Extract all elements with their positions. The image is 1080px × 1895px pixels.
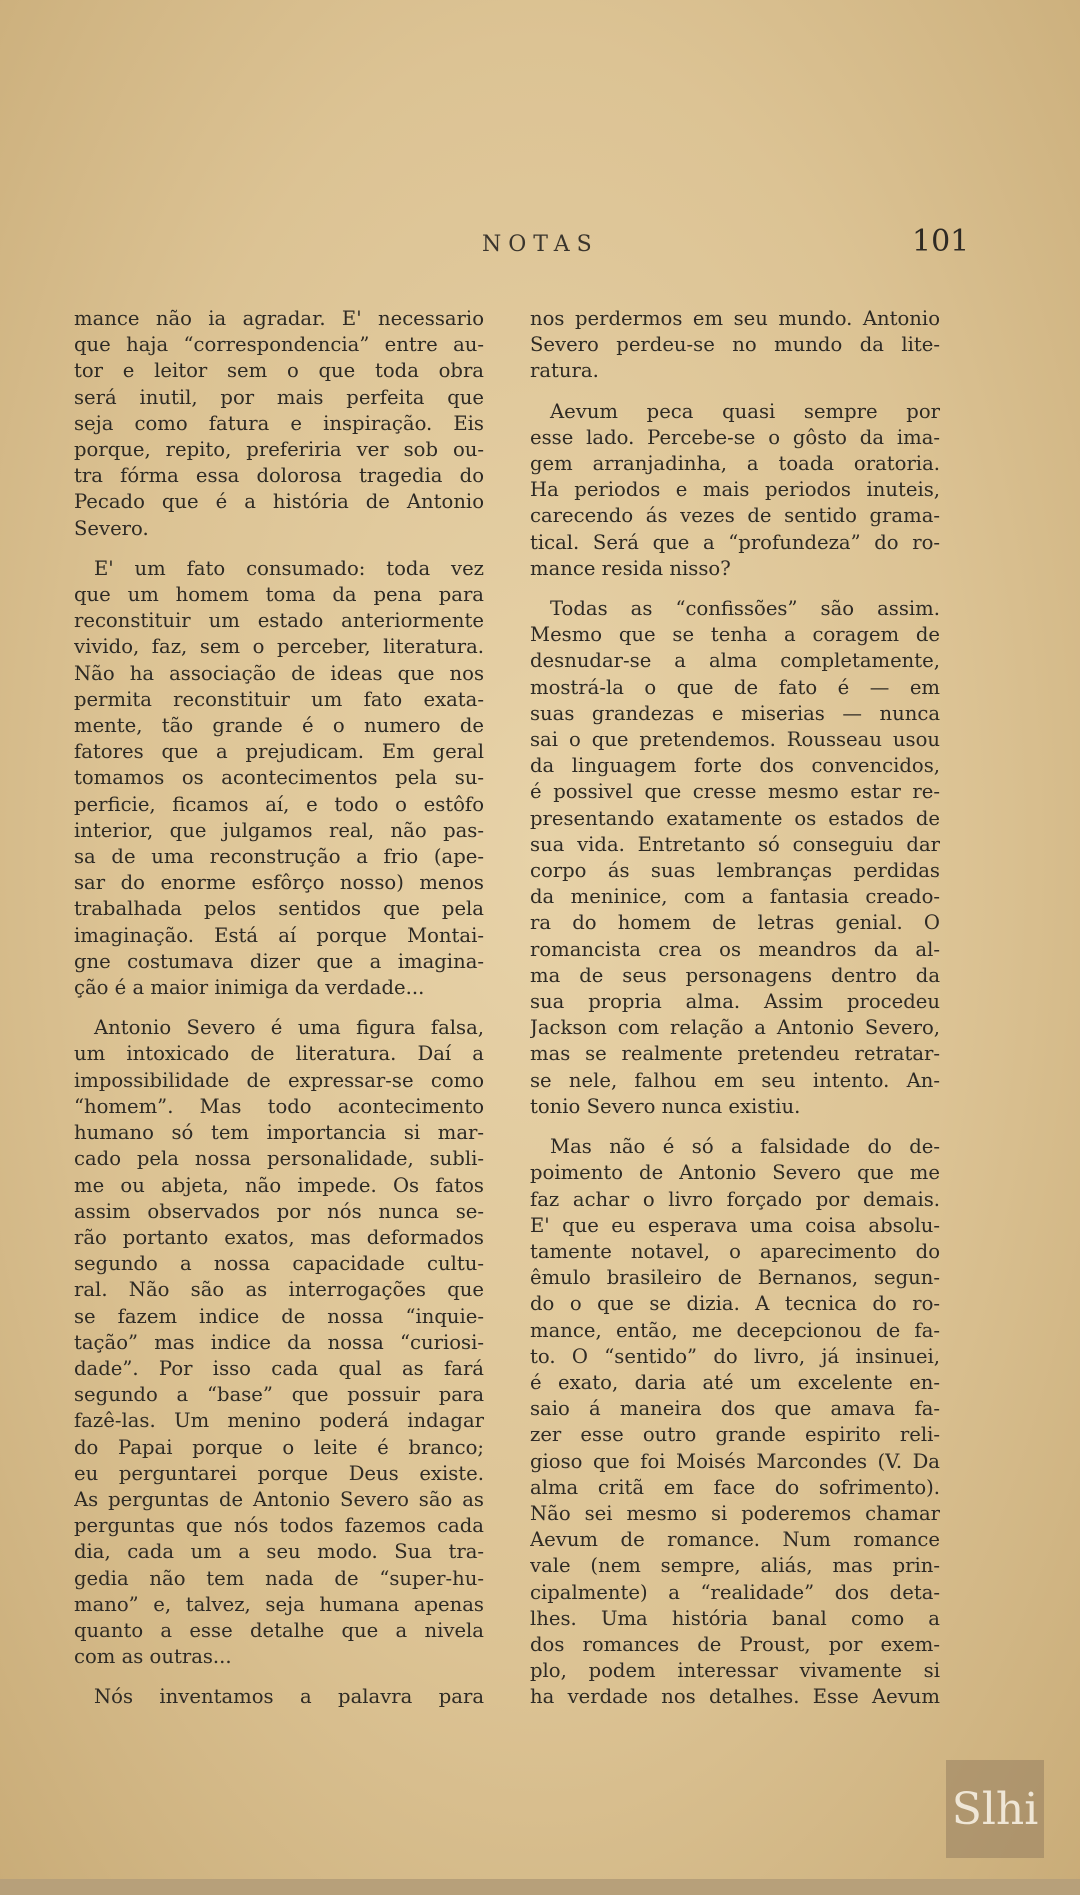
text-line: gne costumava dizer que a imagina- [74, 949, 484, 973]
text-line: Todas as “confissões” são assim. [550, 597, 940, 621]
text-line: Aevum peca quasi sempre por [550, 399, 940, 423]
text-line: dade”. Por isso cada qual as fará [74, 1356, 484, 1380]
text-line: fatores que a prejudicam. Em geral [74, 740, 484, 764]
paragraph-gap [74, 1670, 484, 1684]
text-line: trabalhada pelos sentidos que pela [74, 897, 484, 921]
text-line: ção é a maior inimiga da verdade... [74, 976, 425, 1000]
text-line: do Papai porque o leite é branco; [74, 1435, 484, 1459]
text-line: do o que se dizia. A tecnica do ro- [530, 1292, 940, 1316]
text-line: E' que eu esperava uma coisa absolu- [530, 1213, 940, 1237]
text-line: faz achar o livro forçado por demais. [530, 1187, 940, 1211]
text-line: romancista crea os meandros da al- [530, 937, 940, 961]
page-bottom-edge [0, 1879, 1080, 1895]
library-watermark-logo [946, 1760, 1044, 1858]
text-line: Aevum de romance. Num romance [530, 1528, 940, 1552]
paragraph-gap [530, 385, 940, 399]
text-line: tação” mas indice da nossa “curiosi- [74, 1330, 484, 1354]
text-line: to. O “sentido” do livro, já insinuei, [530, 1344, 940, 1368]
text-line: da meninice, com a fantasia creado- [530, 885, 940, 909]
text-line: Antonio Severo é uma figura falsa, [94, 1016, 484, 1040]
text-line: com as outras... [74, 1645, 232, 1669]
text-line: eu perguntarei porque Deus existe. [74, 1461, 484, 1485]
text-line: Severo. [74, 516, 149, 540]
text-line: um intoxicado de literatura. Daí a [74, 1042, 484, 1066]
text-line: sar do enorme esfôrço nosso) menos [74, 871, 484, 895]
text-line: tomamos os acontecimentos pela su- [74, 766, 484, 790]
left-text-column [74, 306, 484, 1711]
text-line: zer esse outro grande espirito reli- [530, 1423, 940, 1447]
text-line: vivido, faz, sem o perceber, literatura. [74, 635, 484, 659]
text-line: perficie, ficamos aí, e todo o estôfo [74, 792, 484, 816]
text-line: As perguntas de Antonio Severo são as [74, 1487, 484, 1511]
text-line: Não ha associação de ideas que nos [74, 661, 484, 685]
text-line: Mesmo que se tenha a coragem de [530, 623, 940, 647]
text-line: “homem”. Mas todo acontecimento [74, 1094, 484, 1118]
text-line: perguntas que nós todos fazemos cada [74, 1514, 484, 1538]
text-line: saio á maneira dos que amava fa- [530, 1397, 940, 1421]
text-line: Ha periodos e mais periodos inuteis, [530, 478, 940, 502]
running-title: NOTAS [482, 232, 599, 257]
text-line: se fazem indice de nossa “inquie- [74, 1304, 484, 1328]
text-line: dia, cada um a seu modo. Sua tra- [74, 1540, 484, 1564]
text-line: plo, podem interessar vivamente si [530, 1659, 940, 1683]
text-line: Pecado que é a história de Antonio [74, 490, 484, 514]
paragraph-gap [74, 542, 484, 556]
text-line: interior, que julgamos real, não pas- [74, 818, 484, 842]
text-line: segundo a “base” que possuir para [74, 1383, 484, 1407]
right-text-column [530, 306, 940, 1711]
text-line: quanto a esse detalhe que a nivela [74, 1618, 484, 1642]
text-line: Mas não é só a falsidade do de- [550, 1135, 940, 1159]
text-line: cipalmente) a “realidade” dos deta- [530, 1580, 940, 1604]
text-line: ratura. [530, 359, 599, 383]
text-line: poimento de Antonio Severo que me [530, 1161, 940, 1185]
text-line: mano” e, talvez, seja humana apenas [74, 1592, 484, 1616]
page-number: 101 [912, 224, 970, 259]
text-line: suas grandezas e miserias — nunca [530, 701, 940, 725]
paragraph-gap [530, 582, 940, 596]
text-line: corpo ás suas lembranças perdidas [530, 859, 940, 883]
text-line: que haja “correspondencia” entre au- [74, 333, 484, 357]
text-line: nos perdermos em seu mundo. Antonio [530, 307, 940, 330]
text-line: gem arranjadinha, a toada oratoria. [530, 452, 940, 476]
text-line: tical. Será que a “profundeza” do ro- [530, 530, 940, 554]
text-line: alma critã em face do sofrimento). [530, 1475, 940, 1499]
text-line: Não sei mesmo si poderemos chamar [530, 1501, 940, 1525]
text-line: lhes. Uma história banal como a [530, 1606, 940, 1630]
text-line: dos romances de Proust, por exem- [530, 1632, 940, 1656]
text-line: sua propria alma. Assim procedeu [530, 990, 940, 1014]
text-line: rão portanto exatos, mas deformados [74, 1225, 484, 1249]
text-line: se nele, falhou em seu intento. An- [530, 1068, 940, 1092]
text-line: humano só tem importancia si mar- [74, 1121, 484, 1145]
text-line: tonio Severo nunca existiu. [530, 1094, 801, 1118]
text-line: gioso que foi Moisés Marcondes (V. Da [530, 1449, 940, 1473]
watermark-text: Slhi [951, 1783, 1039, 1835]
text-line: êmulo brasileiro de Bernanos, segun- [530, 1266, 940, 1290]
text-line: será inutil, por mais perfeita que [74, 385, 484, 409]
paragraph-gap [530, 1120, 940, 1134]
text-line: Nós inventamos a palavra para [94, 1685, 484, 1709]
text-line: sai o que pretendemos. Rousseau usou [530, 728, 940, 752]
text-line: porque, repito, preferiria ver sob ou- [74, 438, 484, 462]
text-line: tra fórma essa dolorosa tragedia do [74, 464, 484, 488]
text-line: carecendo ás vezes de sentido grama- [530, 504, 940, 528]
text-line: assim observados por nós nunca se- [74, 1199, 484, 1223]
text-line: vale (nem sempre, aliás, mas prin- [530, 1554, 940, 1578]
text-line: permita reconstituir um fato exata- [74, 687, 484, 711]
text-line: tor e leitor sem o que toda obra [74, 359, 484, 383]
text-line: Severo perdeu-se no mundo da lite- [530, 333, 940, 357]
text-line: Jackson com relação a Antonio Severo, [530, 1016, 940, 1040]
text-line: fazê-las. Um menino poderá indagar [74, 1409, 484, 1433]
text-line: ma de seus personagens dentro da [530, 963, 940, 987]
text-line: que um homem toma da pena para [74, 583, 484, 607]
text-line: ha verdade nos detalhes. Esse Aevum [530, 1685, 940, 1709]
text-line: mance, então, me decepcionou de fa- [530, 1318, 940, 1342]
text-line: segundo a nossa capacidade cultu- [74, 1252, 484, 1276]
text-line: gedia não tem nada de “super-hu- [74, 1566, 484, 1590]
text-line: mostrá-la o que de fato é — em [530, 675, 940, 699]
text-line: cado pela nossa personalidade, subli- [74, 1147, 484, 1171]
text-line: reconstituir um estado anteriormente [74, 609, 484, 633]
text-line: ra do homem de letras genial. O [530, 911, 940, 935]
text-line: esse lado. Percebe-se o gôsto da ima- [530, 425, 940, 449]
text-line: tamente notavel, o aparecimento do [530, 1239, 940, 1263]
text-line: me ou abjeta, não impede. Os fatos [74, 1173, 484, 1197]
text-line: mente, tão grande é o numero de [74, 714, 484, 738]
paragraph-gap [74, 1001, 484, 1015]
text-line: ral. Não são as interrogações que [74, 1278, 484, 1302]
text-line: da linguagem forte dos convencidos, [530, 754, 940, 778]
text-line: é exato, daria até um excelente en- [530, 1370, 940, 1394]
text-line: sa de uma reconstrução a frio (ape- [74, 845, 484, 869]
text-line: sua vida. Entretanto só conseguiu dar [530, 832, 940, 856]
text-line: é possivel que cresse mesmo estar re- [530, 780, 940, 804]
text-line: mance resida nisso? [530, 556, 731, 580]
text-line: desnudar-se a alma completamente, [530, 649, 940, 673]
text-line: impossibilidade de expressar-se como [74, 1068, 484, 1092]
text-line: E' um fato consumado: toda vez [94, 556, 484, 580]
text-line: imaginação. Está aí porque Montai- [74, 923, 484, 947]
text-line: seja como fatura e inspiração. Eis [74, 411, 484, 435]
text-line: mance não ia agradar. E' necessario [74, 307, 484, 330]
text-line: mas se realmente pretendeu retratar- [530, 1042, 940, 1066]
text-line: presentando exatamente os estados de [530, 806, 940, 830]
